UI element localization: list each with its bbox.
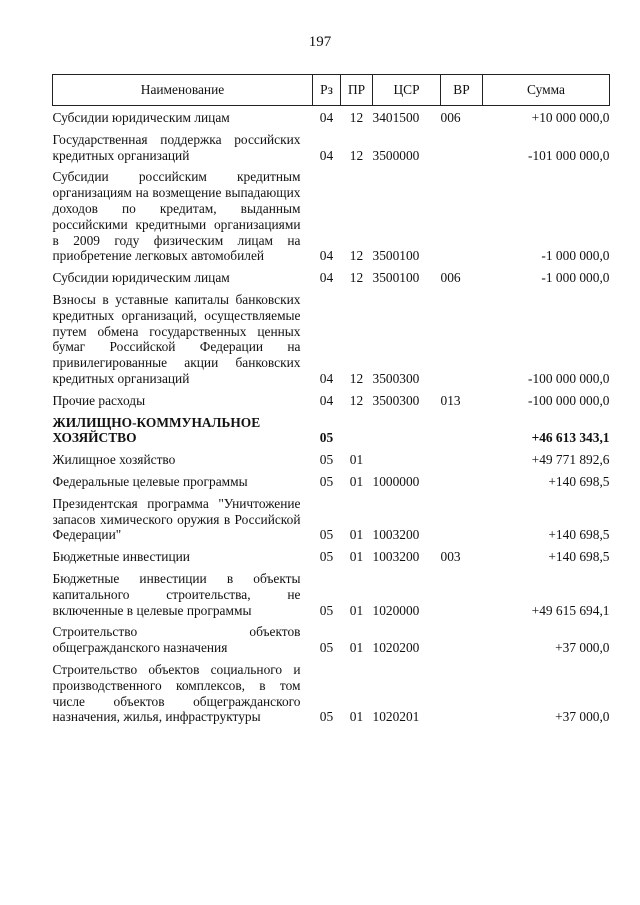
cell-rz: 05 bbox=[319, 602, 334, 618]
table-row bbox=[53, 292, 610, 387]
table-row bbox=[53, 452, 610, 468]
cell-rz: 05 bbox=[319, 709, 334, 725]
cell-vr bbox=[441, 624, 483, 656]
cell-sum: +37 000,0 bbox=[555, 709, 610, 725]
table-row bbox=[53, 415, 610, 447]
cell-pr: 12 bbox=[349, 248, 364, 264]
cell-pr: 12 bbox=[349, 270, 364, 286]
column-header-name: Наименование bbox=[53, 75, 313, 106]
cell-name: Бюджетные инвестиции bbox=[52, 549, 190, 565]
cell-vr bbox=[441, 292, 483, 387]
cell-name: Жилищное хозяйство bbox=[52, 452, 176, 468]
table-header-row bbox=[53, 75, 610, 106]
cell-sum: -101 000 000,0 bbox=[528, 147, 610, 163]
cell-sum: -100 000 000,0 bbox=[528, 370, 610, 386]
table-row bbox=[53, 474, 610, 490]
cell-vr: 003 bbox=[440, 549, 461, 565]
cell-sum: +140 698,5 bbox=[548, 473, 610, 489]
cell-vr bbox=[441, 132, 483, 164]
table-row bbox=[53, 270, 610, 286]
cell-csr: 1003200 bbox=[372, 527, 420, 543]
cell-rz: 04 bbox=[319, 370, 334, 386]
cell-csr: 1000000 bbox=[372, 473, 420, 489]
cell-name: Строительство объектов общегражданского назначения bbox=[52, 624, 301, 656]
cell-vr: 006 bbox=[440, 110, 461, 125]
table-row bbox=[53, 624, 610, 656]
cell-sum: +10 000 000,0 bbox=[531, 110, 610, 125]
cell-pr: 01 bbox=[349, 602, 364, 618]
column-header-csr: ЦСР bbox=[373, 75, 441, 106]
cell-sum: -1 000 000,0 bbox=[541, 270, 610, 286]
table-row bbox=[53, 662, 610, 725]
table-row bbox=[53, 169, 610, 264]
cell-rz: 04 bbox=[319, 270, 334, 286]
cell-rz: 05 bbox=[319, 527, 334, 543]
cell-rz: 05 bbox=[319, 452, 334, 468]
cell-csr bbox=[373, 452, 441, 468]
column-header-sum: Сумма bbox=[483, 75, 610, 106]
cell-name: ЖИЛИЩНО-КОММУНАЛЬНОЕ ХОЗЯЙСТВО bbox=[52, 414, 261, 446]
cell-rz: 04 bbox=[319, 147, 334, 163]
cell-name: Президентская программа "Уничтожение запасов химического оружия в Российской Федерации" bbox=[52, 495, 301, 543]
cell-vr bbox=[441, 169, 483, 264]
cell-vr bbox=[441, 571, 483, 618]
cell-pr: 01 bbox=[349, 473, 364, 489]
cell-vr bbox=[441, 452, 483, 468]
cell-csr: 1020200 bbox=[372, 640, 420, 656]
table-row bbox=[53, 571, 610, 618]
cell-sum: -100 000 000,0 bbox=[528, 392, 610, 408]
cell-pr: 01 bbox=[349, 452, 364, 468]
cell-sum: -1 000 000,0 bbox=[541, 248, 610, 264]
cell-name: Прочие расходы bbox=[52, 392, 146, 408]
table-row bbox=[53, 110, 610, 126]
cell-pr: 12 bbox=[349, 370, 364, 386]
cell-sum: +49 771 892,6 bbox=[531, 452, 610, 468]
cell-sum: +140 698,5 bbox=[548, 527, 610, 543]
cell-csr: 1003200 bbox=[372, 549, 420, 565]
table-row bbox=[53, 393, 610, 409]
cell-csr: 3500100 bbox=[372, 248, 420, 264]
cell-vr bbox=[441, 496, 483, 543]
cell-pr: 01 bbox=[349, 640, 364, 656]
table-body bbox=[53, 106, 610, 726]
cell-csr: 3500300 bbox=[372, 370, 420, 386]
cell-rz: 04 bbox=[319, 392, 334, 408]
cell-name: Государственная поддержка российских кредитных организаций bbox=[52, 131, 301, 163]
cell-name: Субсидии российским кредитным организациям на возмещение выпадающих доходов по кредитам, выданным российскими кредитными организациями в 2009 году физическим лицам на приобретение легковых автомобилей bbox=[52, 169, 301, 264]
cell-rz: 04 bbox=[319, 248, 334, 264]
cell-rz: 05 bbox=[319, 473, 334, 489]
cell-vr bbox=[441, 474, 483, 490]
cell-name: Субсидии юридическим лицам bbox=[52, 110, 230, 125]
cell-pr: 01 bbox=[349, 527, 364, 543]
cell-csr: 1020201 bbox=[372, 709, 420, 725]
cell-vr: 013 bbox=[440, 392, 461, 408]
cell-csr: 3401500 bbox=[372, 110, 420, 125]
cell-pr: 12 bbox=[349, 147, 364, 163]
column-header-vr: ВР bbox=[441, 75, 483, 106]
cell-csr bbox=[373, 415, 441, 447]
cell-vr: 006 bbox=[440, 270, 461, 286]
cell-sum: +49 615 694,1 bbox=[531, 602, 610, 618]
cell-csr: 3500000 bbox=[372, 147, 420, 163]
cell-rz: 05 bbox=[319, 430, 334, 446]
table-row bbox=[53, 549, 610, 565]
cell-vr bbox=[441, 415, 483, 447]
table-row bbox=[53, 496, 610, 543]
cell-pr: 12 bbox=[349, 392, 364, 408]
cell-csr: 3500300 bbox=[372, 392, 420, 408]
cell-sum: +37 000,0 bbox=[555, 640, 610, 656]
cell-name: Взносы в уставные капиталы банковских кредитных организаций, осуществляемые путем обмена государственных ценных бумаг Российской Федерации на привилегированные акции банковских кредитных организаций bbox=[52, 291, 301, 386]
cell-pr: 01 bbox=[349, 709, 364, 725]
column-header-pr: ПР bbox=[341, 75, 373, 106]
cell-name: Строительство объектов социального и производственного комплексов, в том числе объектов общегражданского назначения, жилья, инфраструктуры bbox=[52, 661, 301, 725]
page-number: 197 bbox=[308, 34, 332, 50]
cell-name: Субсидии юридическим лицам bbox=[52, 270, 230, 286]
table-row bbox=[53, 132, 610, 164]
column-header-rz: Рз bbox=[313, 75, 341, 106]
cell-name: Федеральные целевые программы bbox=[52, 473, 248, 489]
cell-rz: 05 bbox=[319, 640, 334, 656]
budget-table bbox=[52, 74, 610, 725]
cell-pr: 12 bbox=[349, 110, 364, 125]
cell-pr bbox=[341, 415, 373, 447]
cell-rz: 04 bbox=[319, 110, 334, 125]
cell-sum: +140 698,5 bbox=[548, 549, 610, 565]
cell-csr: 1020000 bbox=[372, 602, 420, 618]
cell-csr: 3500100 bbox=[372, 270, 420, 286]
cell-name: Бюджетные инвестиции в объекты капитального строительства, не включенные в целевые программы bbox=[52, 570, 301, 618]
cell-vr bbox=[441, 662, 483, 725]
cell-pr: 01 bbox=[349, 549, 364, 565]
cell-sum: +46 613 343,1 bbox=[531, 430, 610, 446]
cell-rz: 05 bbox=[319, 549, 334, 565]
